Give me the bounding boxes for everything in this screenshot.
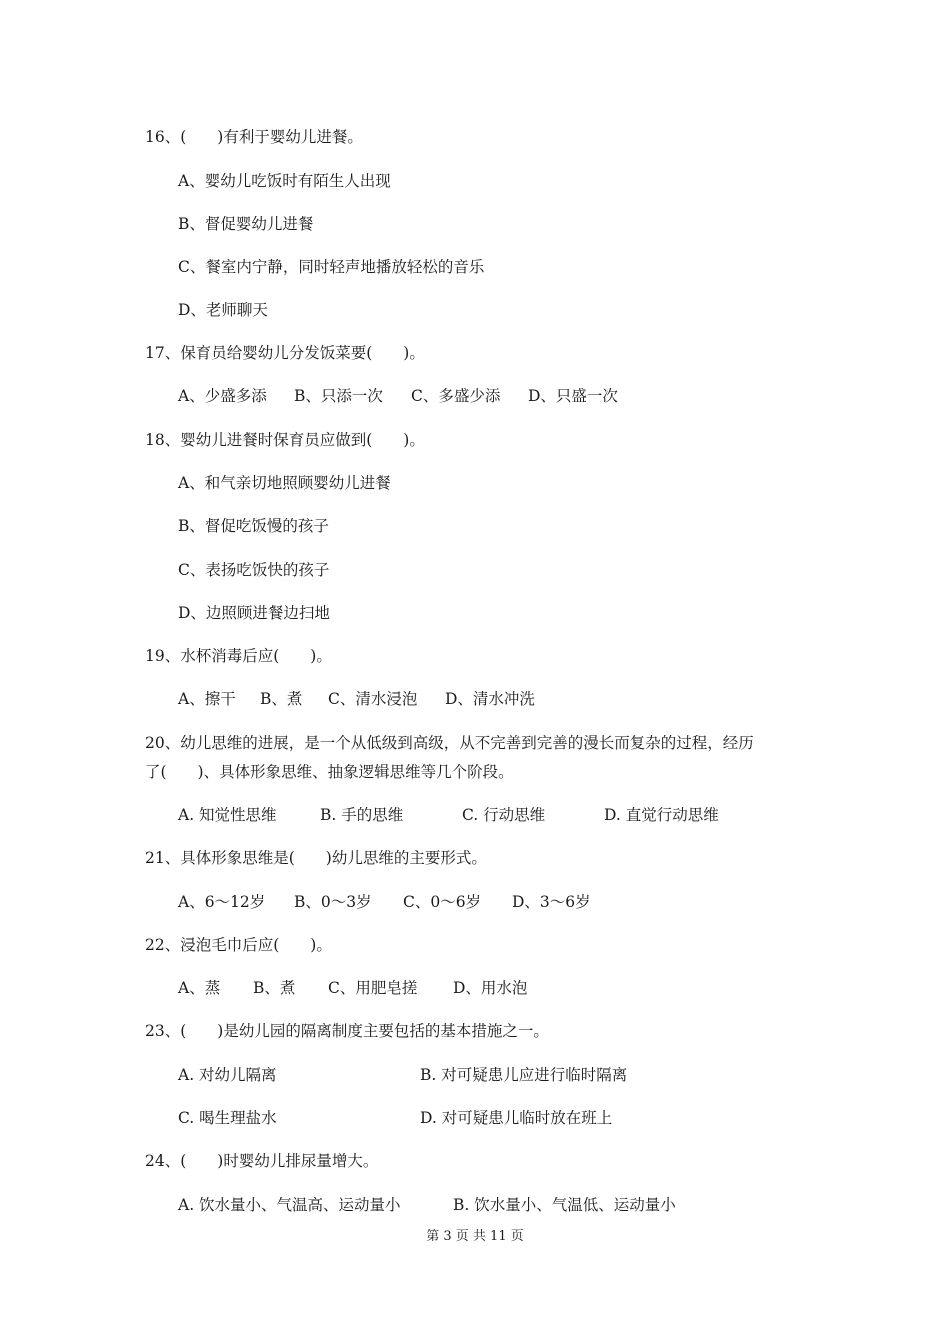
question-20-options [178,805,719,825]
question-23-options-row-1 [178,1065,627,1085]
question-22-option-d: D、用水泡 [453,979,528,997]
question-22-stem: 22、浸泡毛巾后应( )。 [145,936,332,954]
question-19-stem: 19、水杯消毒后应( )。 [145,647,332,665]
question-16-option-c: C、餐室内宁静，同时轻声地播放轻松的音乐 [178,258,485,276]
question-20-stem-line-1: 20、幼儿思维的进展，是一个从低级到高级，从不完善到完善的漫长而复杂的过程，经历 [145,734,754,752]
question-18-stem: 18、婴幼儿进餐时保育员应做到( )。 [145,431,425,449]
question-17-option-a: A、少盛多添 [178,387,267,405]
question-24-option-b: B. 饮水量小、气温低、运动量小 [453,1196,676,1214]
question-16-stem: 16、( )有利于婴幼儿进餐。 [145,128,363,146]
question-16-option-a: A、婴幼儿吃饭时有陌生人出现 [178,172,391,190]
question-17-option-c: C、多盛少添 [411,387,501,405]
question-19-options [178,689,535,709]
question-18-option-c: C、表扬吃饭快的孩子 [178,561,330,579]
question-18-option-b: B、督促吃饭慢的孩子 [178,517,329,535]
question-17-option-d: D、只盛一次 [528,387,618,405]
question-20-stem-line-2: 了( )、具体形象思维、抽象逻辑思维等几个阶段。 [145,763,514,781]
question-23-option-b: B. 对可疑患儿应进行临时隔离 [420,1066,628,1084]
question-19-option-d: D、清水冲洗 [445,690,535,708]
question-20-option-c: C. 行动思维 [462,806,546,824]
question-20-option-a: A. 知觉性思维 [178,806,277,824]
question-22-option-b: B、煮 [253,979,296,997]
question-21-option-b: B、0～3岁 [294,893,372,911]
question-23-option-a: A. 对幼儿隔离 [178,1066,277,1084]
question-16-option-d: D、老师聊天 [178,301,268,319]
question-21-option-c: C、0～6岁 [403,893,482,911]
page-number-footer: 第 3 页 共 11 页 [426,1229,524,1244]
question-21-option-d: D、3～6岁 [512,893,591,911]
question-17-options [178,386,618,406]
question-19-option-c: C、清水浸泡 [328,690,418,708]
question-22-option-a: A、蒸 [178,979,221,997]
question-17-option-b: B、只添一次 [294,387,383,405]
question-21-options [178,892,591,912]
question-20-option-d: D. 直觉行动思维 [604,806,719,824]
question-22-option-c: C、用肥皂搓 [328,979,418,997]
question-21-stem: 21、具体形象思维是( )幼儿思维的主要形式。 [145,849,487,867]
question-23-option-c: C. 喝生理盐水 [178,1109,277,1127]
question-19-option-b: B、煮 [260,690,303,708]
question-16-option-b: B、督促婴幼儿进餐 [178,215,314,233]
question-23-stem: 23、( )是幼儿园的隔离制度主要包括的基本措施之一。 [145,1022,549,1040]
question-24-option-a: A. 饮水量小、气温高、运动量小 [178,1196,401,1214]
question-23-option-d: D. 对可疑患儿临时放在班上 [420,1109,613,1127]
question-23-options-row-2 [178,1108,612,1128]
question-22-options [178,978,527,998]
question-21-option-a: A、6～12岁 [178,893,266,911]
question-20-option-b: B. 手的思维 [320,806,404,824]
question-17-stem: 17、保育员给婴幼儿分发饭菜要( )。 [145,344,425,362]
question-18-option-d: D、边照顾进餐边扫地 [178,604,330,622]
question-19-option-a: A、擦干 [178,690,236,708]
question-24-stem: 24、( )时婴幼儿排尿量增大。 [145,1152,379,1170]
question-24-options [178,1195,676,1215]
question-18-option-a: A、和气亲切地照顾婴幼儿进餐 [178,474,391,492]
